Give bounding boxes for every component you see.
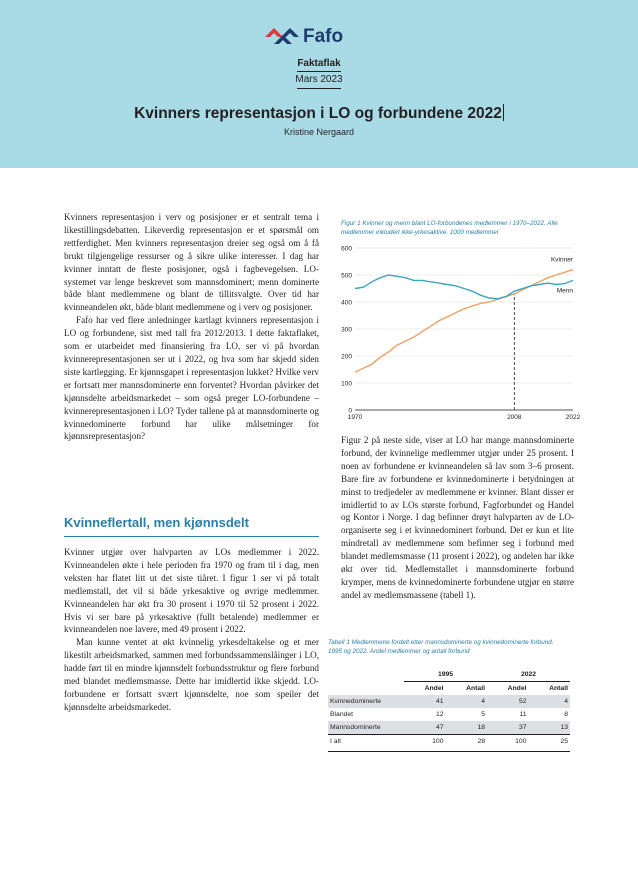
table-row	[328, 708, 570, 721]
section-paragraph-2: Man kunne ventet at økt kvinnelig yrkesdeltakelse og et mer likestilt arbeidsmarked, sammen med forbundssammenslåinger i LO, hadde ført til en mindre kjønnsdelt forbundsstruktur og flere forbund med blandet medlemsmasse. Dette har imidlertid ikke skjedd. LO-forbundene er fortsatt svært kjønnsdelte, noe som speiler det kjønnsdelte arbeidsmarkedet.	[64, 637, 319, 712]
right-paragraph-1: Figur 2 på neste side, viser at LO har mange mannsdominerte forbund, der kvinnelige medlemmer utgjør under 25 prosent. I noen av forbundene er kvinneandelen så lav som 3–6 prosent. Bare fire av forbundene er kvinnedominerte i betydningen at minst to tredjedeler av medlemmene er kvinner. Blant disser er imidlertid to av LOs største forbund, Fagforbundet og Handel og Kontor i Norge. I dag befinner drøyt halvparten av de LO-organiserte seg i et kvinnedominert forbund. Det er kun et lite mindretall av medlemmene som befinner seg i forbund med blandet medlemsmasse (11 prosent i 2022), og andelen har ikke økt over tid. Medlemstallet i mannsdominerte forbund krymper, mens de kvinnedominerte forbundene utgjør en større andel av medlemsmassene (tabell 1).	[341, 435, 574, 600]
table-subheader: Andel	[507, 685, 527, 692]
date-divider	[297, 88, 341, 89]
table-row	[328, 721, 570, 735]
table-cell: 100	[487, 735, 529, 749]
table-cell: 47	[404, 721, 446, 735]
page-title	[0, 104, 638, 123]
table-row	[328, 695, 570, 708]
page-title-text: Kvinners representasjon i LO og forbundene 2022	[134, 105, 502, 122]
table-cell: 41	[404, 695, 446, 708]
data-table	[328, 668, 570, 752]
x-tick-label: 1970	[347, 414, 363, 421]
table-cell: 11	[519, 711, 527, 718]
table-cell: 4	[446, 695, 488, 708]
table-subheader: Antall	[466, 685, 485, 692]
y-tick-label: 0	[348, 407, 352, 415]
table-subheader-blank	[328, 682, 404, 696]
table-cell: 12	[435, 711, 444, 718]
table-subheader: Andel	[424, 685, 444, 692]
table-cell: 52	[487, 695, 529, 708]
left-column-section	[64, 546, 319, 714]
table-row-label: Blandet	[330, 711, 354, 718]
logo-text: Fafo	[303, 26, 344, 47]
x-tick-label: 2022	[565, 414, 580, 421]
figure-caption: Figur 1 Kvinner og menn blant LO-forbundenes medlemmer i 1970–2022. Alle medlemmer inkludert ikke-yrkesaktive. 1000 medlemmer	[341, 220, 558, 236]
header-band	[0, 0, 638, 168]
left-column-intro	[64, 211, 319, 443]
table-row-label: I alt	[328, 735, 404, 749]
table-cell: 4	[529, 695, 571, 708]
y-tick-label: 400	[341, 299, 352, 307]
table-cell: 8	[564, 711, 568, 718]
publication-date: Mars 2023	[295, 74, 343, 85]
table-row-total	[328, 735, 570, 749]
fafo-logo-icon	[265, 24, 301, 48]
y-tick-label: 300	[341, 326, 352, 334]
section-paragraph-1: Kvinner utgjør over halvparten av LOs medlemmer i 2022. Kvinneandelen økte i hele perioden fra 1970 og fram til i dag, men veksten har flatet litt ut det siste tiåret. I figur 1 ser vi på totalt medlemstall, det vil si både yrkesaktive og øvrige medlemmer. Kvinneandelen har økt fra 30 prosent i 1970 til 52 prosent i 2022. Hvis vi ser bare på yrkesaktive (fullt betalende) medlemmer er kvinneandelen noe lavere, med 49 prosent i 2022.	[64, 547, 319, 635]
table-cell: 25	[529, 735, 571, 749]
table-subheader: Antall	[549, 685, 568, 692]
table-corner	[328, 668, 404, 682]
table-year-1995: 1995	[404, 668, 487, 682]
fafo-logo	[265, 24, 355, 50]
table-cell: 18	[446, 721, 488, 735]
table-year-2022: 2022	[487, 668, 570, 682]
table-caption: Tabell 1 Medlemmene fordelt etter mannsdominerte og kvinnedominerte forbund. 1995 og 2022. Andel medlemmer og antall forbund	[328, 639, 554, 655]
table-cell: 37	[487, 721, 529, 735]
intro-paragraph-2: Fafo har ved flere anledninger kartlagt kvinners representasjon i LO og forbundene, sist med tall fra 2012/2013. I dette faktaflaket, som er utarbeidet med finansiering fra LO, ser vi på hvordan kvinnerepresentasjonen ser ut i 2022, og hva som har skjedd siden siste kartlegging. Er kjønnsgapet i representasjon lukket? Hvilke verv er fortsatt mer mannsdominerte enn forventet? Hvordan påvirker det kjønnsdelte arbeidsmarkedet – som også preger LO-forbundene – kvinnerepresentasjonen i LO? Tyder tallene på at mannsdominerte og kvinnedominerte forbund har ulike målsetninger for kjønnsrepresentasjon?	[64, 315, 319, 442]
series-line-menn	[355, 275, 573, 299]
table-row-label: Kvinnedominerte	[328, 695, 404, 708]
line-chart	[335, 238, 580, 424]
right-column-text	[341, 434, 574, 602]
series-label-menn: Menn	[556, 287, 573, 295]
y-tick-label: 100	[341, 380, 352, 388]
table-cell: 28	[446, 735, 488, 749]
y-tick-label: 200	[341, 353, 352, 361]
table-bottom-rule	[328, 748, 570, 752]
table-cell: 5	[481, 711, 485, 718]
kicker: Faktaflak	[297, 58, 341, 69]
y-tick-label: 600	[341, 245, 352, 253]
x-tick-label: 2008	[507, 414, 522, 421]
section-heading-rule	[64, 536, 319, 537]
section-heading: Kvinneflertall, men kjønnsdelt	[64, 515, 249, 530]
text-cursor	[503, 104, 504, 121]
table-cell: 13	[529, 721, 571, 735]
kicker-divider	[297, 71, 341, 72]
table-cell: 100	[404, 735, 446, 749]
line-chart-svg	[335, 238, 580, 424]
author: Kristine Nergaard	[283, 127, 355, 137]
series-label-kvinner: Kvinner	[550, 256, 573, 264]
table-row-label: Mannsdominerte	[328, 721, 404, 735]
y-tick-label: 500	[341, 272, 352, 280]
intro-paragraph-1: Kvinners representasjon i verv og posisjoner er et sentralt tema i likestillingsdebatten. Likeverdig representasjon er et spørsmål om rettferdighet. Men kvinners representasjon dreier seg også om å få brukt tilgjengelige ressurser og å sikre ulike interesser. I dag har kvinner inntatt de fleste posisjoner, også i fagbevegelsen. LO-systemet var lenge beskrevet som mannsdominert; menn dominerte både blant medlemmene og blant de tillitsvalgte. Over tid har kvinneandelen økt, både blant medlemmene og i verv og posisjoner.	[64, 212, 319, 313]
